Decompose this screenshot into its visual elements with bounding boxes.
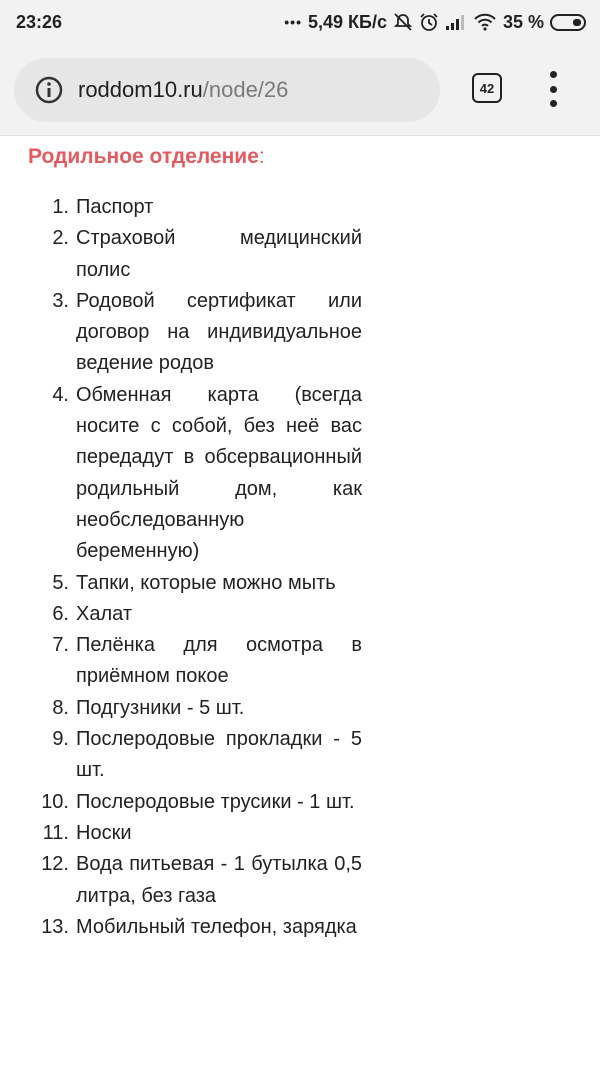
list-item-number: 12. [41, 853, 69, 876]
list-item [28, 849, 362, 912]
status-time: 23:26 [16, 11, 63, 32]
list-item-number: 13. [41, 915, 69, 938]
section-title-text: Родильное отделение [28, 145, 259, 168]
signal-icon [445, 13, 467, 31]
browser-toolbar [0, 44, 600, 136]
list-item-text: Послеродовые прокладки - 5 шт. [76, 728, 362, 782]
battery-icon [550, 14, 586, 31]
notifications-muted-icon [393, 12, 413, 32]
list-item [28, 630, 362, 693]
alarm-icon [419, 12, 439, 32]
url-path: /node/26 [202, 77, 289, 102]
list-item-number: 3. [52, 289, 69, 312]
list-item-text: Вода питьевая - 1 бутылка 0,5 литра, без газа [76, 853, 362, 907]
list-item-number: 4. [52, 383, 69, 406]
list-item-number: 7. [52, 634, 69, 657]
list-item [28, 724, 362, 787]
list-item-text: Мобильный телефон, зарядка [76, 915, 357, 938]
tab-count: 42 [479, 80, 495, 96]
list-item-number: 6. [52, 602, 69, 625]
list-item-number: 2. [52, 227, 69, 250]
tab-switcher-button[interactable] [472, 73, 502, 103]
list-item-text: Родовой сертификат или договор на индивидуальное ведение родов [76, 289, 362, 375]
list-item-number: 11. [42, 821, 69, 844]
section-title [28, 142, 362, 172]
list-item-number: 8. [52, 696, 69, 719]
battery-indicator [503, 12, 586, 33]
list-item-number: 1. [52, 196, 69, 218]
status-dots: ••• [284, 14, 302, 30]
list-item-text: Тапки, которые можно мыть [76, 571, 336, 594]
overflow-menu-icon[interactable] [546, 71, 560, 107]
section-title-colon: : [258, 145, 265, 168]
list-item [28, 693, 362, 724]
network-speed: 5,49 КБ/с [307, 11, 387, 32]
address-bar[interactable] [14, 58, 440, 122]
list-item-number: 10. [41, 790, 69, 813]
wifi-icon [473, 12, 497, 32]
list-item [28, 912, 362, 943]
list-item-text: Послеродовые трусики - 1 шт. [76, 790, 355, 813]
list-item [28, 787, 362, 818]
list-item [28, 599, 362, 630]
list-item-text: Страховой медицинский полис [76, 227, 362, 281]
list-item-number: 5. [52, 571, 69, 594]
list-item [28, 192, 362, 223]
list-item [28, 818, 362, 849]
list-item-text: Подгузники - 5 шт. [76, 696, 245, 719]
list-item [28, 568, 362, 599]
list-item [28, 380, 362, 568]
list-item-text: Пелёнка для осмотра в приёмном покое [76, 634, 362, 688]
list-item-text: Халат [76, 602, 132, 625]
documents-list [28, 192, 362, 943]
list-item-text: Паспорт [76, 196, 154, 218]
status-indicators [284, 12, 586, 33]
list-item-number: 9. [52, 728, 69, 751]
info-icon[interactable] [34, 75, 64, 105]
list-item-text: Носки [76, 821, 132, 844]
url-domain: roddom10.ru [78, 77, 203, 102]
list-item-text: Обменная карта (всегда носите с собой, без неё вас передадут в обсервационный родильный дом, как необследованную беременную) [76, 383, 362, 563]
page-content [28, 136, 362, 943]
battery-percent: 35 % [502, 11, 544, 32]
status-bar [0, 0, 600, 44]
list-item [28, 286, 362, 380]
list-item [28, 223, 362, 286]
